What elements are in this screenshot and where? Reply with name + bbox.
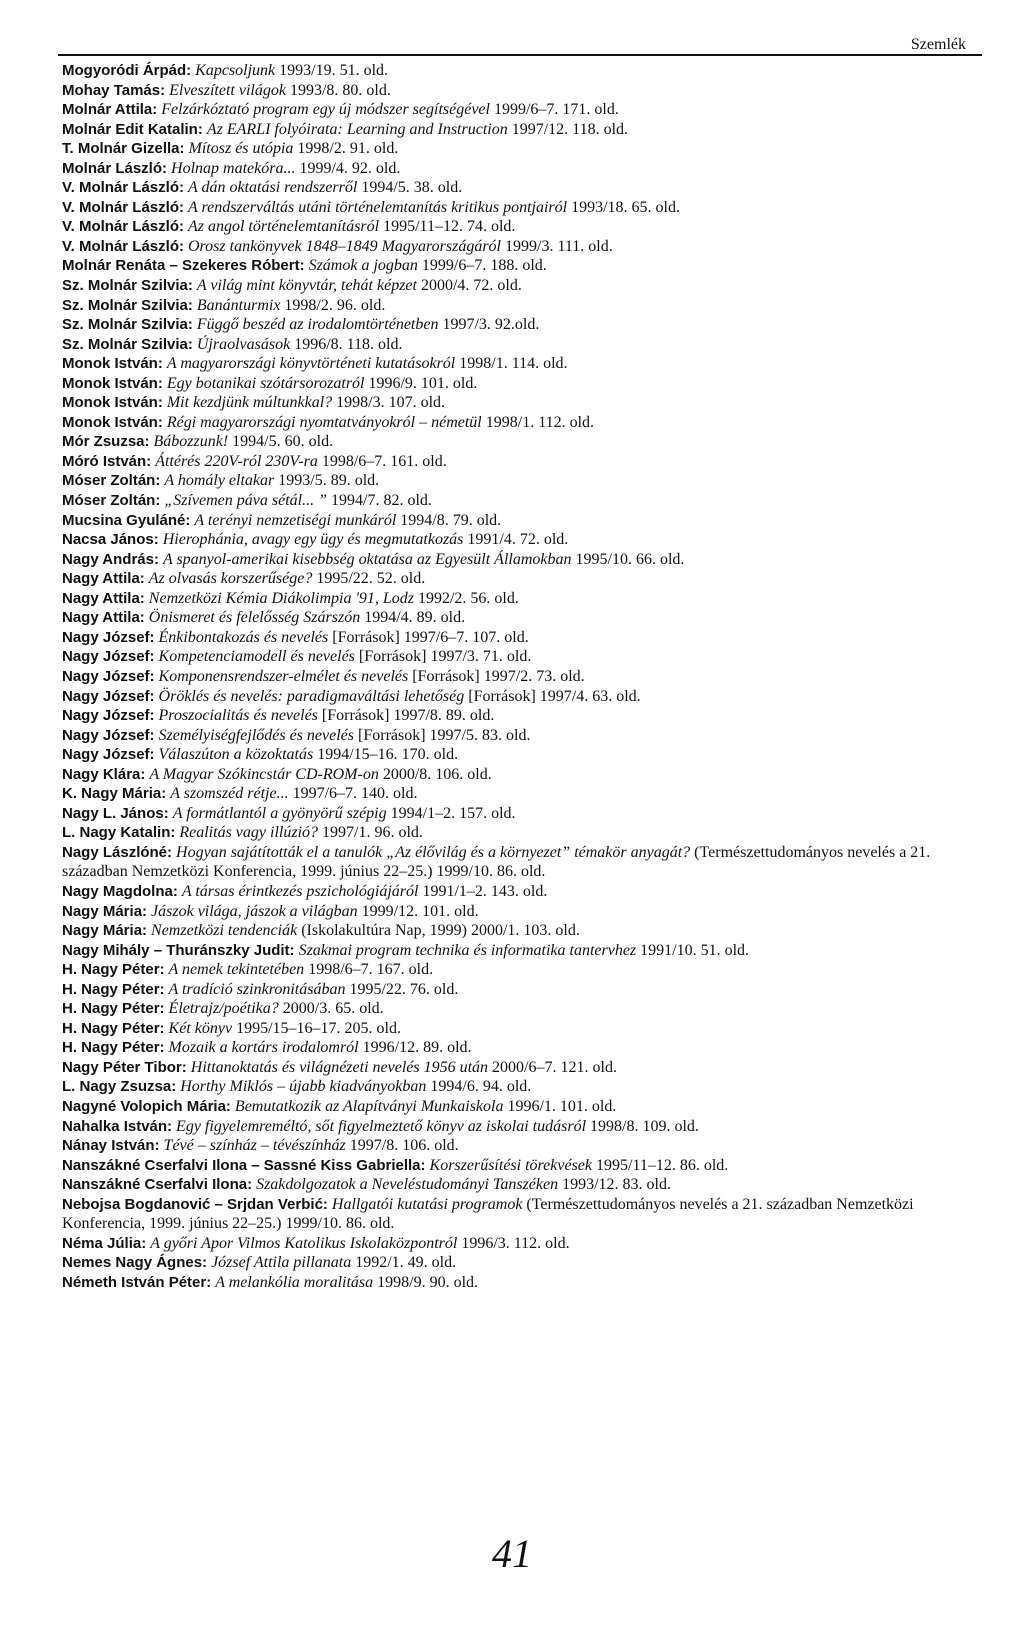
entry-author: Sz. Molnár Szilvia: <box>62 277 193 295</box>
entry-citation: 1997/12. 118. old. <box>507 120 629 138</box>
list-item <box>62 61 980 81</box>
entry-citation: 1999/6–7. 171. old. <box>489 101 619 119</box>
entry-citation: 2000/3. 65. old. <box>278 1000 384 1018</box>
entry-citation: 1995/11–12. 74. old. <box>379 218 516 236</box>
entry-citation: 1998/3. 107. old. <box>332 394 446 412</box>
entry-citation: 1998/9. 90. old. <box>373 1273 479 1291</box>
list-item <box>62 1117 980 1137</box>
list-item <box>62 159 980 179</box>
entry-citation: 1997/3. 92.old. <box>438 316 540 334</box>
entry-title: Énkibontakozás és nevelés <box>158 628 329 646</box>
list-item <box>62 139 980 159</box>
entry-title: A formátlantól a gyönyörű szépig <box>172 804 387 822</box>
entry-citation: (Iskolakultúra Nap, 1999) 2000/1. 103. old. <box>297 922 580 940</box>
list-item <box>62 471 980 491</box>
entry-author: Sz. Molnár Szilvia: <box>62 296 193 314</box>
entry-title: A nemek tekintetében <box>168 961 305 979</box>
entry-author: Nebojsa Bogdanović – Srjdan Verbić: <box>62 1195 328 1213</box>
entry-title: Nemzetközi Kémia Diákolimpia '91, Lodz <box>148 589 414 607</box>
list-item <box>62 550 980 570</box>
list-item <box>62 491 980 511</box>
entry-author: Nagy Attila: <box>62 609 145 627</box>
entry-author: Nagyné Volopich Mária: <box>62 1097 231 1115</box>
entry-title: A spanyol-amerikai kisebbség oktatása az Egyesült Államokban <box>162 550 572 568</box>
entry-title: Felzárkóztató program egy új módszer segítségével <box>161 101 490 119</box>
list-item <box>62 217 980 237</box>
list-item <box>62 1156 980 1176</box>
list-item <box>62 120 980 140</box>
entry-citation: 1994/7. 82. old. <box>327 492 432 510</box>
list-item <box>62 432 980 452</box>
entry-title: Tévé – színház – tévészínház <box>163 1137 346 1155</box>
entry-citation: [Források] 1997/4. 63. old. <box>464 687 641 705</box>
list-item <box>62 413 980 433</box>
entry-author: Mucsina Gyuláné: <box>62 511 191 529</box>
entry-author: H. Nagy Péter: <box>62 1039 165 1057</box>
list-item <box>62 1058 980 1078</box>
entry-title: A rendszerváltás utáni történelemtanítás kritikus pontjairól <box>187 198 568 216</box>
entry-citation: 1996/8. 118. old. <box>290 335 403 353</box>
list-item <box>62 1097 980 1117</box>
entry-title: Realitás vagy illúzió? <box>179 824 319 842</box>
entry-citation: 1998/1. 114. old. <box>455 355 568 373</box>
entry-author: L. Nagy Zsuzsa: <box>62 1078 177 1096</box>
entry-title: Kapcsoljunk <box>195 62 276 79</box>
entry-citation: 1995/11–12. 86. old. <box>592 1156 729 1174</box>
entry-citation: 1998/6–7. 161. old. <box>317 452 447 470</box>
entry-citation: 1994/5. 60. old. <box>228 433 334 451</box>
entry-citation: [Források] 1997/6–7. 107. old. <box>328 628 529 646</box>
section-title: Szemlék <box>910 36 966 53</box>
entry-citation: 2000/4. 72. old. <box>416 277 522 295</box>
entry-title: Újraolvasások <box>196 335 291 353</box>
entry-citation: 1999/6–7. 188. old. <box>417 257 547 275</box>
entry-author: Nagy József: <box>62 746 155 764</box>
entry-author: Nagy Mária: <box>62 922 148 940</box>
entry-author: Mór Zsuzsa: <box>62 433 150 451</box>
entry-author: H. Nagy Péter: <box>62 980 165 998</box>
entry-title: Függő beszéd az irodalomtörténetben <box>196 316 439 334</box>
entry-title: A tradíció szinkronitásában <box>168 980 346 998</box>
entry-title: A társas érintkezés pszichológiájáról <box>181 882 419 900</box>
entry-author: Nagy Mária: <box>62 902 148 920</box>
entry-citation: 1994/15–16. 170. old. <box>313 746 459 764</box>
list-item <box>62 647 980 667</box>
entry-title: Önismeret és felelősség Szárszón <box>148 609 361 627</box>
entry-title: A magyarországi könyvtörténeti kutatásokról <box>166 355 456 373</box>
list-item <box>62 315 980 335</box>
entry-citation: 1998/6–7. 167. old. <box>304 961 434 979</box>
entry-title: Kompetenciamodell és nevelés <box>158 648 355 666</box>
list-item <box>62 81 980 101</box>
list-item <box>62 843 980 882</box>
entry-citation: 1993/12. 83. old. <box>558 1176 671 1194</box>
entry-author: Monok István: <box>62 394 163 412</box>
list-item <box>62 902 980 922</box>
list-item <box>62 960 980 980</box>
entry-author: Sz. Molnár Szilvia: <box>62 316 193 334</box>
entry-title: A dán oktatási rendszerről <box>187 179 358 197</box>
entry-title: Mit kezdjünk múltunkkal? <box>166 394 333 412</box>
entry-author: Nagy József: <box>62 628 155 646</box>
entry-title: Holnap matekóra... <box>171 159 296 177</box>
entry-author: Nagy Magdolna: <box>62 882 178 900</box>
entry-author: Nagy András: <box>62 550 159 568</box>
entry-citation: 1996/1. 101. old. <box>503 1097 617 1115</box>
entry-title: Az angol történelemtanításról <box>187 218 380 236</box>
entry-title: Hierophánia, avagy egy ügy és megmutatkozás <box>162 531 464 549</box>
list-item <box>62 198 980 218</box>
entry-title: Hittanoktatás és világnézeti nevelés 1956 után <box>190 1058 489 1076</box>
entry-author: V. Molnár László: <box>62 198 184 216</box>
entry-author: V. Molnár László: <box>62 218 184 236</box>
entry-author: Nagy Lászlóné: <box>62 843 173 861</box>
entry-citation: 1998/2. 96. old. <box>280 296 386 314</box>
entry-citation: 1999/4. 92. old. <box>295 159 401 177</box>
list-item <box>62 1019 980 1039</box>
entry-title: Korszerűsítési törekvések <box>429 1156 592 1174</box>
list-item <box>62 1273 980 1293</box>
entry-title: Szakdolgozatok a Neveléstudományi Tanszéken <box>256 1176 559 1194</box>
entry-citation: 1994/1–2. 157. old. <box>386 804 516 822</box>
entry-title: Az olvasás korszerűsége? <box>148 570 313 588</box>
entry-title: Orosz tankönyvek 1848–1849 Magyarországáról <box>187 237 501 255</box>
list-item <box>62 100 980 120</box>
entry-title: A győri Apor Vilmos Katolikus Iskolaközpontról <box>150 1234 458 1252</box>
entry-citation: 1997/6–7. 140. old. <box>288 785 418 803</box>
entry-author: Molnár Edit Katalin: <box>62 120 203 138</box>
list-item <box>62 765 980 785</box>
entry-citation: 1991/10. 51. old. <box>636 941 750 959</box>
list-item <box>62 296 980 316</box>
entry-author: Nagy Mihály – Thuránszky Judit: <box>62 941 295 959</box>
entry-author: Nagy József: <box>62 667 155 685</box>
list-item <box>62 999 980 1019</box>
entry-author: Molnár László: <box>62 159 168 177</box>
entry-citation: 1996/3. 112. old. <box>457 1234 570 1252</box>
entry-citation: [Források] 1997/2. 73. old. <box>408 667 585 685</box>
list-item <box>62 1175 980 1195</box>
page-number: 41 <box>492 1531 532 1576</box>
entry-citation: [Források] 1997/5. 83. old. <box>354 726 531 744</box>
entry-title: Hogyan sajátították el a tanulók „Az élővilág és a környezet” témakör anyagát? <box>176 843 691 861</box>
entry-title: A terényi nemzetiségi munkáról <box>194 511 397 529</box>
list-item <box>62 393 980 413</box>
entry-title: Egy figyelemreméltó, sőt figyelmeztető könyv az iskolai tudásról <box>176 1117 587 1135</box>
list-item <box>62 256 980 276</box>
entry-citation: (Természettudományos nevelés a 21. században Nemzetközi Konferencia, 1999. június 22–25.) 1999/10. 86. old. <box>62 843 931 881</box>
entry-citation: 1998/1. 112. old. <box>481 413 595 431</box>
entry-citation: 1999/12. 101. old. <box>357 902 479 920</box>
entry-author: Mohay Tamás: <box>62 81 166 99</box>
entry-citation: 1995/22. 76. old. <box>345 980 459 998</box>
entry-citation: 1991/1–2. 143. old. <box>418 882 548 900</box>
entry-citation: 1996/12. 89. old. <box>358 1039 472 1057</box>
entry-author: L. Nagy Katalin: <box>62 824 176 842</box>
entry-author: Nagy Klára: <box>62 765 146 783</box>
entry-author: Nanszákné Cserfalvi Ilona: <box>62 1176 253 1194</box>
entry-title: Mozaik a kortárs irodalomról <box>168 1039 359 1057</box>
entry-author: Móser Zoltán: <box>62 492 161 510</box>
entry-title: Proszocialitás és nevelés <box>158 707 318 725</box>
entry-title: Régi magyarországi nyomtatványokról – németül <box>166 413 482 431</box>
entry-citation: 1995/22. 52. old. <box>312 570 426 588</box>
list-item <box>62 608 980 628</box>
entry-title: Életrajz/poétika? <box>168 1000 279 1018</box>
entry-citation: 1998/2. 91. old. <box>293 140 399 158</box>
entry-title: Horthy Miklós – újabb kiadványokban <box>180 1078 427 1096</box>
entry-author: Nanszákné Cserfalvi Ilona – Sassné Kiss Gabriella: <box>62 1156 426 1174</box>
entry-title: A homály eltakar <box>164 472 275 490</box>
entry-citation: 1993/5. 89. old. <box>274 472 380 490</box>
list-item <box>62 706 980 726</box>
entry-author: Molnár Renáta – Szekeres Róbert: <box>62 257 305 275</box>
entry-title: Az EARLI folyóirata: Learning and Instruction <box>206 120 508 138</box>
entry-author: Németh István Péter: <box>62 1273 212 1291</box>
entry-title: Elveszített világok <box>169 81 286 99</box>
entry-citation: 1997/8. 106. old. <box>345 1137 459 1155</box>
list-item <box>62 569 980 589</box>
list-item <box>62 628 980 648</box>
entry-author: Nagy József: <box>62 648 155 666</box>
entry-title: A Magyar Szókincstár CD-ROM-on <box>149 765 379 783</box>
entry-title: Válaszúton a közoktatás <box>158 746 314 764</box>
list-item <box>62 1077 980 1097</box>
list-item <box>62 804 980 824</box>
list-item <box>62 726 980 746</box>
entry-author: Móser Zoltán: <box>62 472 161 490</box>
list-item <box>62 354 980 374</box>
entry-author: H. Nagy Péter: <box>62 1000 165 1018</box>
list-item <box>62 745 980 765</box>
entry-citation: 1997/1. 96. old. <box>318 824 423 842</box>
entry-author: Monok István: <box>62 413 163 431</box>
entry-title: Bemutatkozik az Alapítványi Munkaiskola <box>234 1097 504 1115</box>
list-item <box>62 1234 980 1254</box>
list-item <box>62 921 980 941</box>
entry-title: A szomszéd rétje... <box>170 785 289 803</box>
entry-author: Nagy Attila: <box>62 570 145 588</box>
entry-citation: [Források] 1997/8. 89. old. <box>317 707 495 725</box>
entry-citation: 1996/9. 101. old. <box>364 374 478 392</box>
entry-author: V. Molnár László: <box>62 237 184 255</box>
entry-citation: (Természettudományos nevelés a 21. században Nemzetközi Konferencia, 1999. június 22–25.) 1999/10. 86. old. <box>62 1195 914 1233</box>
list-item <box>62 823 980 843</box>
entry-citation: 1995/10. 66. old. <box>571 550 685 568</box>
list-item <box>62 1136 980 1156</box>
entry-title: Banánturmix <box>196 296 281 314</box>
entry-author: Nagy Attila: <box>62 589 145 607</box>
entry-citation: 1993/8. 80. old. <box>285 81 391 99</box>
list-item <box>62 276 980 296</box>
list-item <box>62 589 980 609</box>
entry-citation: 1994/8. 79. old. <box>396 511 502 529</box>
entry-author: Nemes Nagy Ágnes: <box>62 1254 208 1272</box>
entry-author: K. Nagy Mária: <box>62 785 167 803</box>
entry-author: Nagy L. János: <box>62 804 169 822</box>
list-item <box>62 374 980 394</box>
entry-citation: 1998/8. 109. old. <box>586 1117 699 1135</box>
entry-author: Nagy József: <box>62 707 155 725</box>
header-rule <box>58 54 982 56</box>
entry-title: „Szívemen páva sétál... ” <box>164 492 327 510</box>
entry-author: V. Molnár László: <box>62 179 184 197</box>
list-item <box>62 511 980 531</box>
entry-author: Sz. Molnár Szilvia: <box>62 335 193 353</box>
list-item <box>62 1253 980 1273</box>
entry-citation: 1994/6. 94. old. <box>426 1078 532 1096</box>
entry-title: Nemzetközi tendenciák <box>151 922 298 940</box>
entry-citation: 1993/18. 65. old. <box>567 198 680 216</box>
entry-author: Nagy Péter Tibor: <box>62 1058 187 1076</box>
list-item <box>62 784 980 804</box>
entry-author: Mogyoródi Árpád: <box>62 62 192 79</box>
list-item <box>62 452 980 472</box>
entry-author: H. Nagy Péter: <box>62 961 165 979</box>
entry-citation: 1994/4. 89. old. <box>360 609 466 627</box>
entry-title: Szakmai program technika és informatika tantervhez <box>298 941 637 959</box>
entry-list <box>62 61 980 1292</box>
list-item <box>62 237 980 257</box>
list-item <box>62 687 980 707</box>
entry-citation: 2000/8. 106. old. <box>378 765 492 783</box>
entry-author: Nacsa János: <box>62 531 159 549</box>
entry-title: Személyiségfejlődés és nevelés <box>158 726 355 744</box>
entry-title: József Attila pillanata <box>211 1254 352 1272</box>
entry-title: Mítosz és utópia <box>188 140 294 158</box>
entry-title: Komponensrendszer-elmélet és nevelés <box>158 667 409 685</box>
entry-title: Bábozzunk! <box>153 433 229 451</box>
entry-citation: 1995/15–16–17. 205. old. <box>232 1019 401 1037</box>
entry-author: Nagy József: <box>62 726 155 744</box>
entry-citation: 1992/1. 49. old. <box>351 1254 457 1272</box>
entry-author: Nahalka István: <box>62 1117 173 1135</box>
entry-citation: [Források] 1997/3. 71. old. <box>354 648 532 666</box>
list-item <box>62 178 980 198</box>
entry-citation: 1991/4. 72. old. <box>463 531 569 549</box>
list-item <box>62 335 980 355</box>
entry-author: T. Molnár Gizella: <box>62 140 185 158</box>
list-item <box>62 882 980 902</box>
entry-citation: 1999/3. 111. old. <box>501 237 613 255</box>
entry-citation: 1994/5. 38. old. <box>357 179 463 197</box>
entry-title: Hallgatói kutatási programok <box>331 1195 523 1213</box>
entry-citation: 2000/6–7. 121. old. <box>488 1058 617 1076</box>
entry-author: Monok István: <box>62 355 163 373</box>
entry-title: A melankólia moralitása <box>215 1273 374 1291</box>
entry-title: Egy botanikai szótársorozatról <box>166 374 365 392</box>
entry-citation: 1992/2. 56. old. <box>413 589 519 607</box>
list-item <box>62 1195 980 1234</box>
entry-citation: 1993/19. 51. old. <box>275 62 389 79</box>
entry-author: Monok István: <box>62 374 163 392</box>
entry-title: Öröklés és nevelés: paradigmaváltási lehetőség <box>158 687 465 705</box>
entry-title: Jászok világa, jászok a világban <box>151 902 358 920</box>
list-item <box>62 980 980 1000</box>
entry-author: Nagy József: <box>62 687 155 705</box>
list-item <box>62 530 980 550</box>
entry-title: Két könyv <box>168 1019 233 1037</box>
entry-title: Számok a jogban <box>308 257 418 275</box>
entry-author: Molnár Attila: <box>62 101 158 119</box>
entry-author: Néma Júlia: <box>62 1234 147 1252</box>
list-item <box>62 667 980 687</box>
entry-author: H. Nagy Péter: <box>62 1019 165 1037</box>
entry-author: Nánay István: <box>62 1137 160 1155</box>
entry-title: A világ mint könyvtár, tehát képzet <box>196 277 417 295</box>
list-item <box>62 941 980 961</box>
list-item <box>62 1038 980 1058</box>
entry-author: Móró István: <box>62 452 152 470</box>
entry-title: Áttérés 220V-ról 230V-ra <box>155 452 318 470</box>
